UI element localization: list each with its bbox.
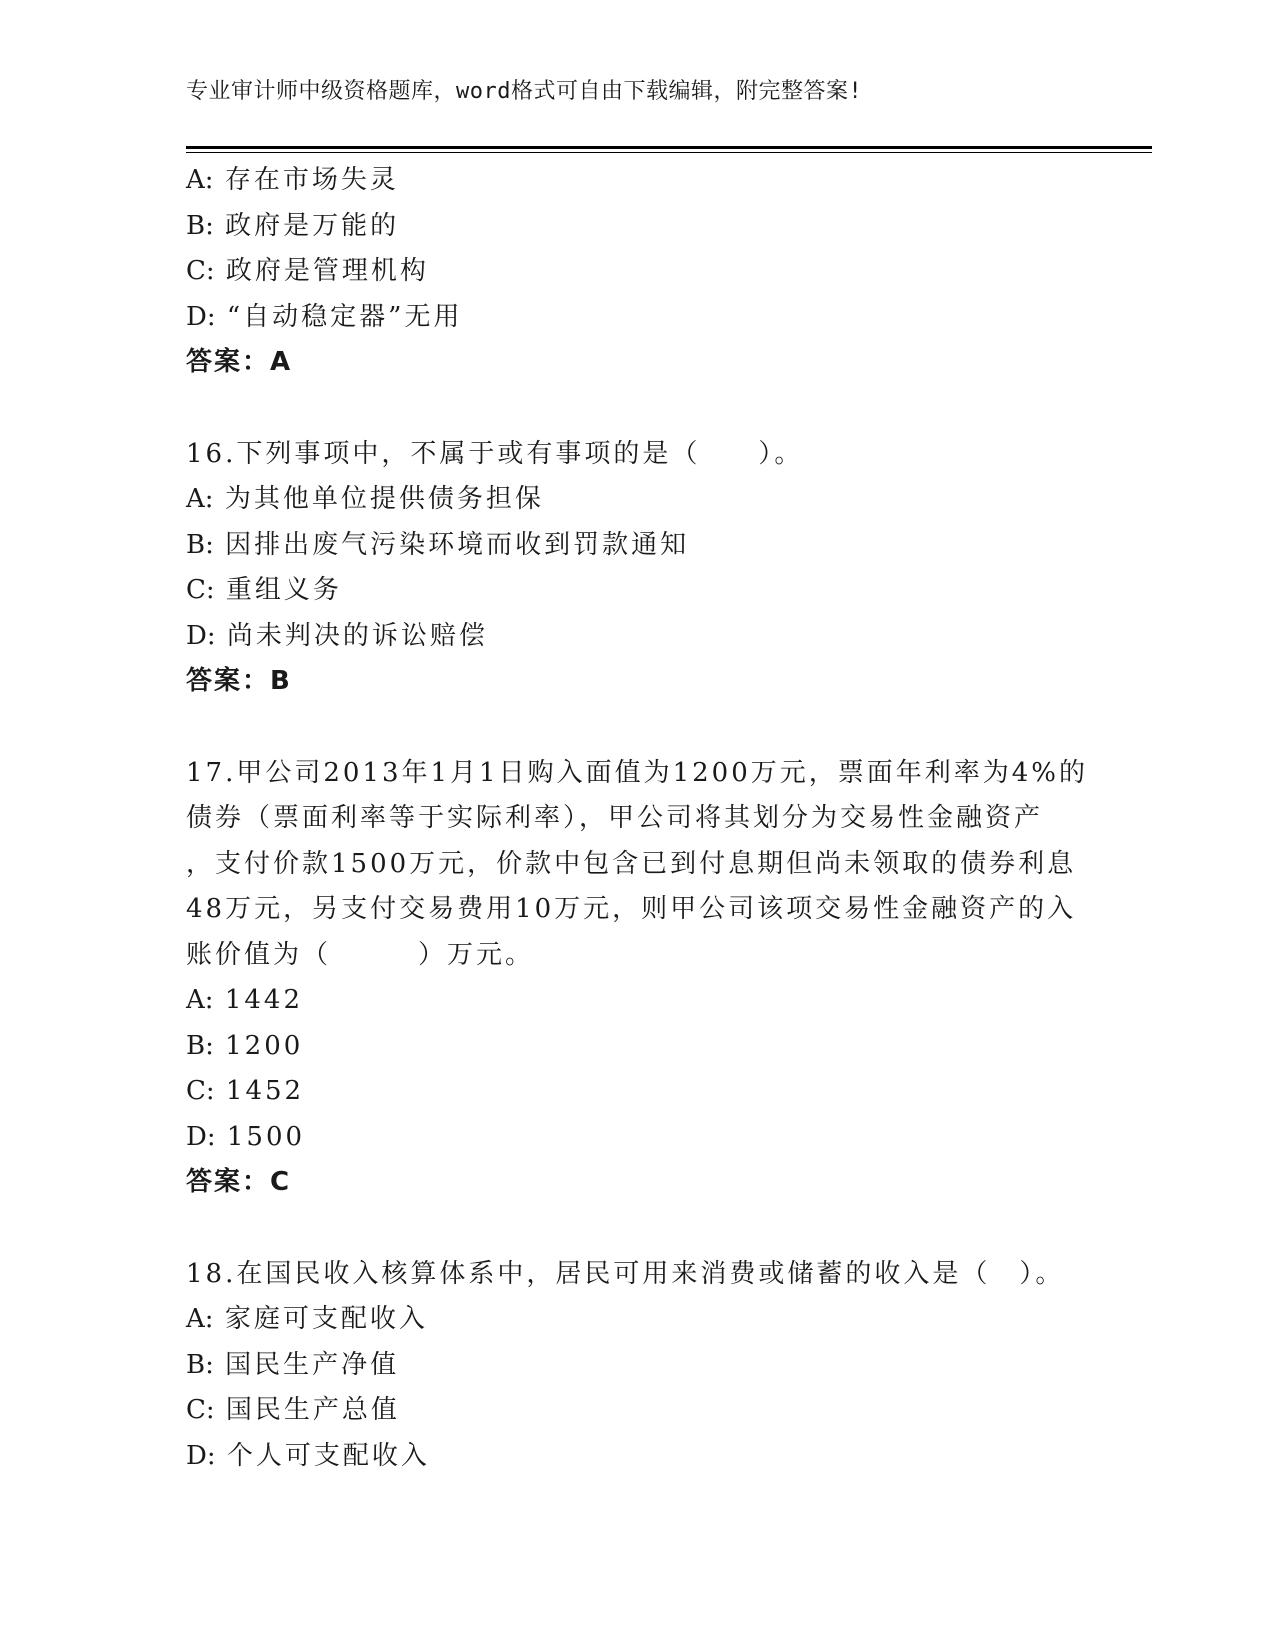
option-d: D: 个人可支配收入 <box>186 1440 430 1471</box>
option-d: D: “自动稳定器”无用 <box>186 301 463 332</box>
question-block <box>186 432 1086 705</box>
answer-line: 答案：A <box>186 347 293 377</box>
option-a: A: 1442 <box>186 985 303 1015</box>
question-stem-line: ，支付价款1500万元，价款中包含已到付息期但尚未领取的债券利息 <box>186 848 1077 879</box>
question-list <box>186 158 1089 1479</box>
option-b: B: 政府是万能的 <box>186 210 400 241</box>
question-stem-line: 债券（票面利率等于实际利率），甲公司将其划分为交易性金融资产 <box>186 803 1044 833</box>
option-b: B: 因排出废气污染环境而收到罚款通知 <box>186 529 690 560</box>
question-stem-line: 48万元，另支付交易费用10万元，则甲公司该项交易性金融资产的入 <box>186 894 1077 924</box>
option-c: C: 重组义务 <box>186 575 342 605</box>
option-c: C: 政府是管理机构 <box>186 256 429 286</box>
option-a: A: 家庭可支配收入 <box>186 1304 428 1334</box>
option-c: C: 国民生产总值 <box>186 1395 400 1425</box>
option-b: B: 国民生产净值 <box>186 1349 400 1380</box>
question-stem: 16.下列事项中，不属于或有事项的是（ ）。 <box>186 438 804 469</box>
question-block <box>186 1252 1086 1480</box>
page-header: 专业审计师中级资格题库，word格式可自由下载编辑，附完整答案! <box>186 79 863 104</box>
header-rule-thick <box>186 146 1152 149</box>
option-d: D: 1500 <box>186 1121 306 1152</box>
option-a: A: 存在市场失灵 <box>186 165 399 195</box>
question-stem-line: 账价值为（ ）万元。 <box>186 939 535 970</box>
header-rule-thin <box>186 152 1152 153</box>
option-c: C: 1452 <box>186 1076 305 1106</box>
answer-line: 答案：C <box>186 1167 292 1197</box>
question-block <box>186 751 1089 1206</box>
option-d: D: 尚未判决的诉讼赔偿 <box>186 620 488 651</box>
option-b: B: 1200 <box>186 1030 304 1061</box>
question-block <box>186 158 1086 386</box>
question-stem-line: 17.甲公司2013年1月1日购入面值为1200万元，票面年利率为4%的 <box>186 757 1089 788</box>
question-stem: 18.在国民收入核算体系中，居民可用来消费或储蓄的收入是（ ）。 <box>186 1258 1065 1289</box>
answer-line: 答案：B <box>186 666 292 696</box>
option-a: A: 为其他单位提供债务担保 <box>186 484 544 514</box>
